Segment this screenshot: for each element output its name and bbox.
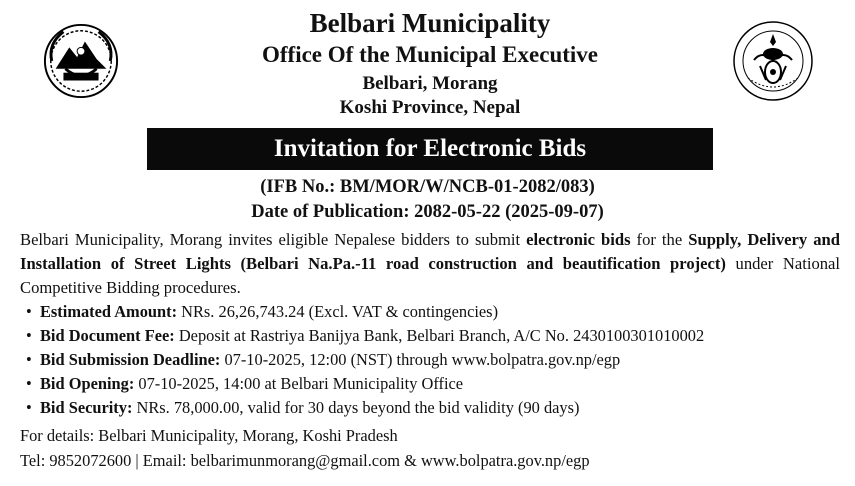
bid-details-list bbox=[26, 300, 704, 420]
publication-date: Date of Publication: 2082-05-22 (2025-09-07) bbox=[251, 202, 604, 222]
list-item-submission-deadline: • Bid Submission Deadline: 07-10-2025, 12:00 (NST) through www.bolpatra.gov.np/egp bbox=[26, 350, 621, 369]
intro-bold-project: Supply, Delivery and Installation of Street Lights (Belbari Na.Pa.-11 road construction and beautification project) bbox=[20, 230, 840, 273]
ifb-number: (IFB No.: BM/MOR/W/NCB-01-2082/083) bbox=[260, 177, 595, 197]
contact-info: Tel: 9852072600 | Email: belbarimunmorang@gmail.com & www.bolpatra.gov.np/egp bbox=[20, 451, 590, 470]
location: Belbari, Morang bbox=[362, 73, 498, 94]
list-item-bid-opening: • Bid Opening: 07-10-2025, 14:00 at Belbari Municipality Office bbox=[26, 374, 464, 393]
contact-details: For details: Belbari Municipality, Morang, Koshi Pradesh bbox=[20, 426, 398, 445]
intro-bold-electronic-bids: electronic bids bbox=[526, 230, 631, 249]
belbari-municipality-seal bbox=[732, 20, 814, 102]
intro-paragraph: Belbari Municipality, Morang invites eligible Nepalese bidders to submit electronic bids for the Supply, Delivery and Installation of Street Lights (Belbari Na.Pa.-11 road construction and beautification project) under National Competitive Bidding procedures. bbox=[20, 230, 841, 297]
list-item-bid-document-fee: • Bid Document Fee: Deposit at Rastriya Banijya Bank, Belbari Branch, A/C No. 2430100301010002 bbox=[26, 326, 705, 345]
notice-title-banner: Invitation for Electronic Bids bbox=[147, 128, 713, 170]
list-item-estimated-amount: • Estimated Amount: NRs. 26,26,743.24 (Excl. VAT & contingencies) bbox=[26, 302, 499, 321]
list-item-bid-security: • Bid Security: NRs. 78,000.00, valid for 30 days beyond the bid validity (90 days) bbox=[26, 398, 580, 417]
nepal-emblem-logo bbox=[42, 22, 120, 100]
municipality-name: Belbari Municipality bbox=[309, 8, 551, 38]
province: Koshi Province, Nepal bbox=[339, 97, 521, 118]
office-name: Office Of the Municipal Executive bbox=[262, 42, 598, 67]
